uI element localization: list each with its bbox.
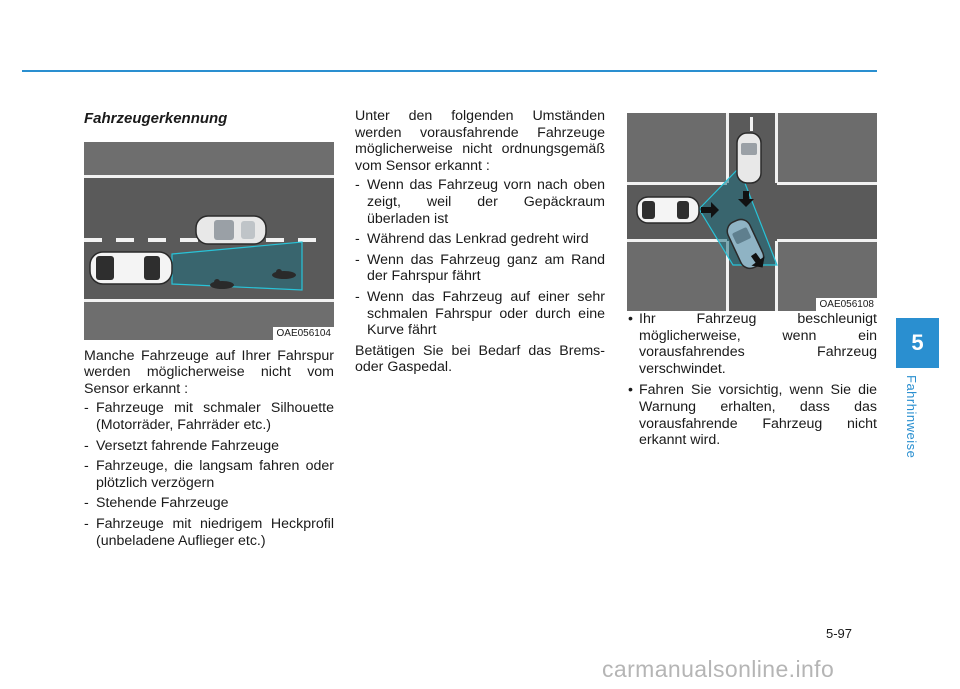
watermark: carmanualsonline.info xyxy=(602,656,835,682)
chapter-tab[interactable]: 5 xyxy=(896,318,939,368)
car-oncoming xyxy=(737,133,761,183)
column-1 xyxy=(84,108,334,553)
list-item: - Wenn das Fahrzeug vorn nach oben zeigt, weil der Gepäckraum überladen ist xyxy=(355,177,605,227)
header-rule xyxy=(22,70,877,72)
list-item: - Während das Lenkrad gedreht wird xyxy=(355,231,605,248)
col2-outro: Betätigen Sie bei Bedarf das Brems- oder Gaspedal. xyxy=(355,342,605,376)
column-2 xyxy=(355,108,605,376)
car-ego-right xyxy=(637,197,699,223)
chapter-name: Fahrhinweise xyxy=(904,375,919,459)
section-title: Fahrzeugerkennung xyxy=(84,110,228,127)
list-item: - Fahrzeuge mit niedrigem Heckprofil (unbeladene Auflieger etc.) xyxy=(84,516,334,549)
figure-vehicle-detection xyxy=(84,142,334,340)
col1-intro: Manche Fahrzeuge auf Ihrer Fahrspur werden möglicherweise nicht vom Sensor erkannt : xyxy=(84,347,334,397)
bullet-item: • Fahren Sie vorsichtig, wenn Sie die Warnung erhalten, dass das vorausfahrende Fahrzeug nicht erkannt wird. xyxy=(627,382,877,448)
figure-code: OAE056108 xyxy=(816,298,878,311)
col2-intro: Unter den folgenden Umständen werden vorausfahrende Fahrzeuge möglicherweise nicht ordnungsgemäß vom Sensor erkannt : xyxy=(355,108,605,174)
col2-list xyxy=(355,177,605,338)
col3-bullets xyxy=(627,311,877,449)
list-item: - Fahrzeuge mit schmaler Silhouette (Motorräder, Fahrräder etc.) xyxy=(84,400,334,433)
col1-list xyxy=(84,400,334,549)
page-number: 5-97 xyxy=(826,626,853,641)
car-right-lane xyxy=(196,216,266,244)
bullet-item: • Ihr Fahrzeug beschleunigt möglicherweise, wenn ein vorausfahrendes Fahrzeug verschwindet. xyxy=(627,311,877,377)
car-ego xyxy=(90,252,172,284)
list-item: - Wenn das Fahrzeug ganz am Rand der Fahrspur fährt xyxy=(355,252,605,285)
list-item: - Fahrzeuge, die langsam fahren oder plötzlich verzögern xyxy=(84,458,334,491)
road-illustration-right xyxy=(627,113,877,311)
list-item: - Wenn das Fahrzeug auf einer sehr schmalen Fahrspur oder durch eine Kurve fährt xyxy=(355,289,605,339)
figure-code: OAE056104 xyxy=(273,327,335,340)
list-item: - Versetzt fahrende Fahrzeuge xyxy=(84,438,334,455)
road-illustration-left xyxy=(84,142,334,340)
column-3 xyxy=(627,113,877,454)
list-item: - Stehende Fahrzeuge xyxy=(84,495,334,512)
figure-curve-detection xyxy=(627,113,877,311)
